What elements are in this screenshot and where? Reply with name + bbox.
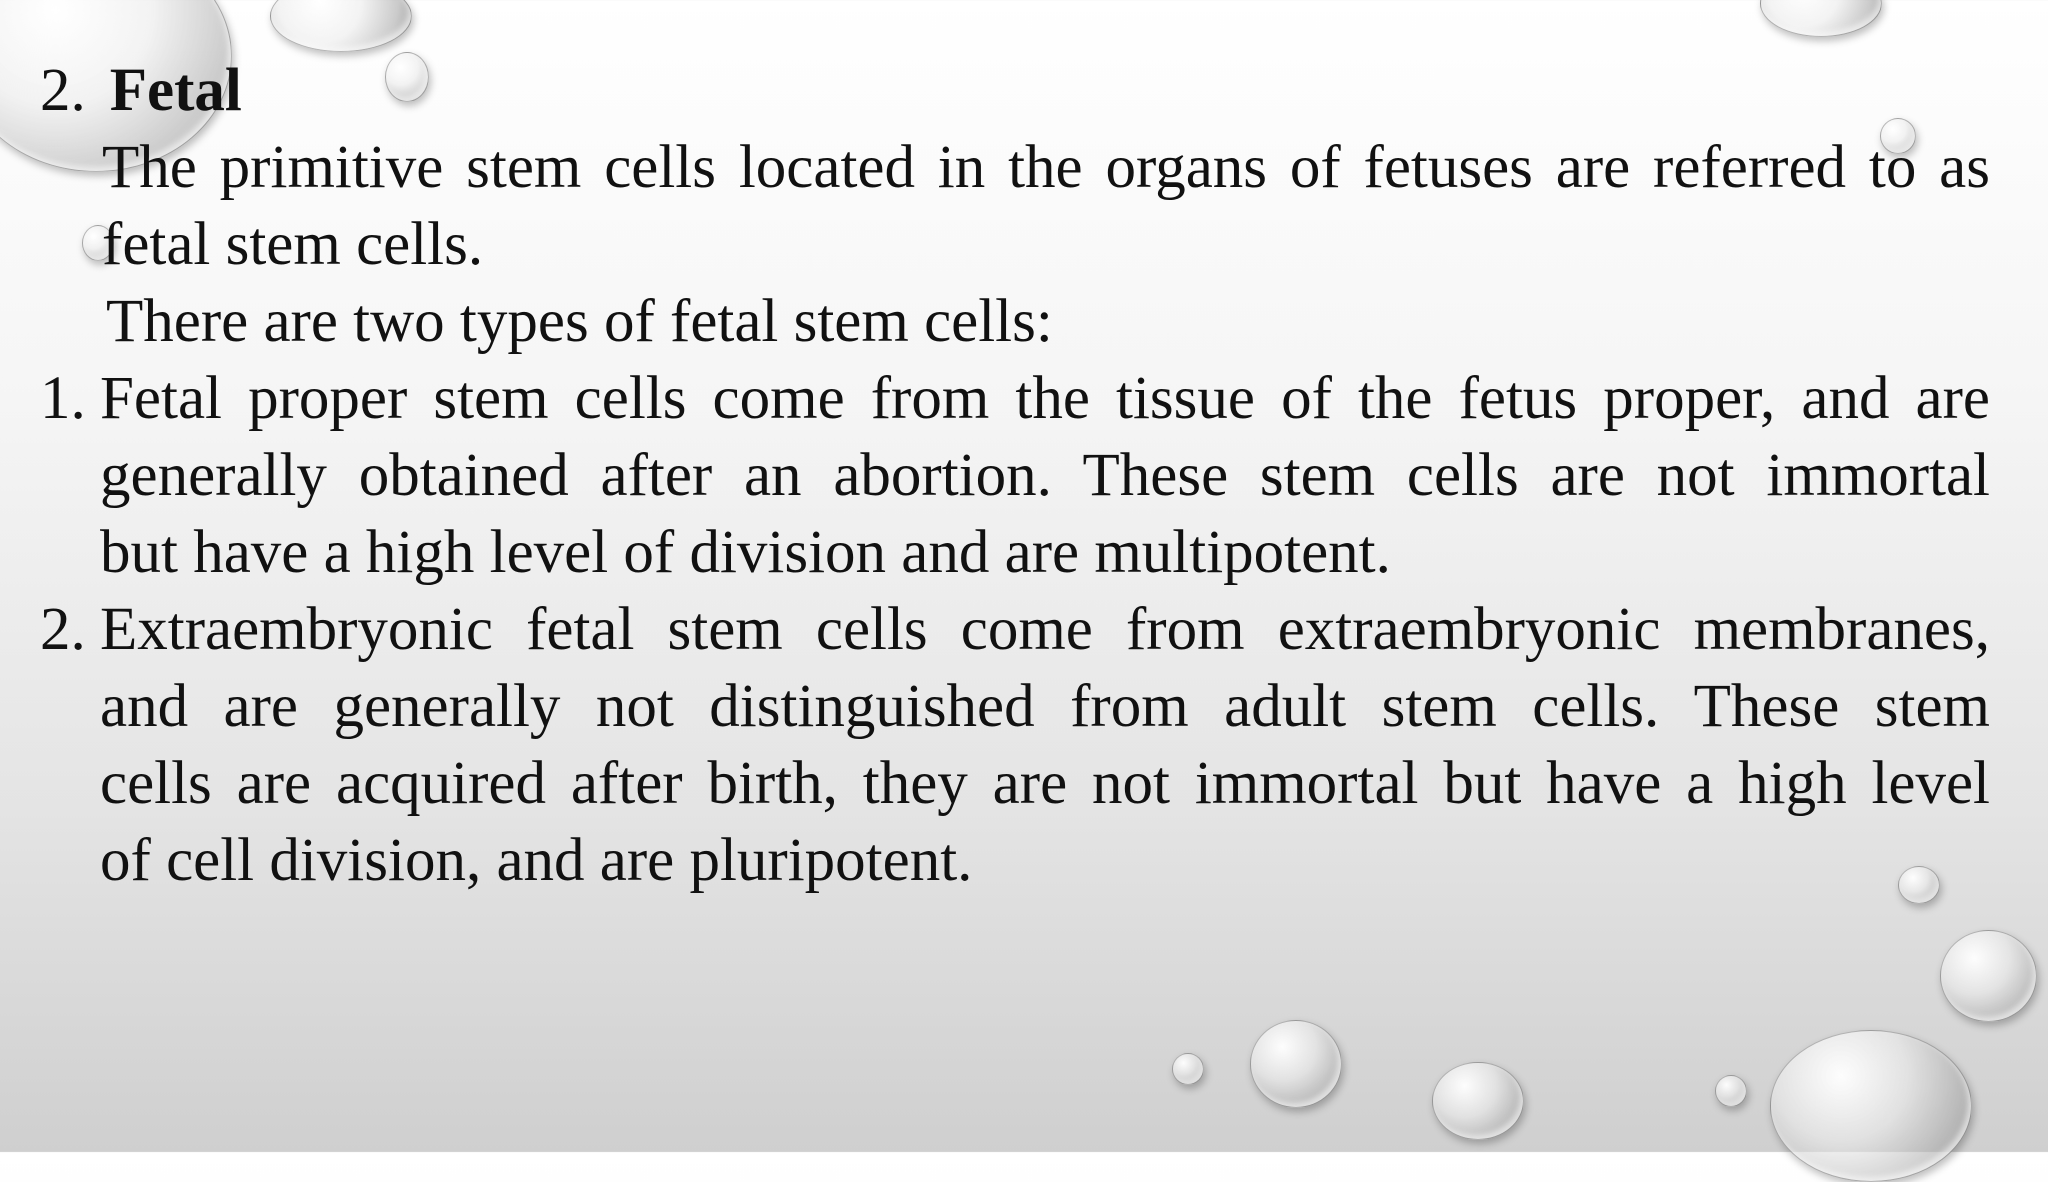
list-item	[40, 591, 1990, 899]
water-drop-icon	[1715, 1075, 1747, 1107]
section-heading	[40, 52, 1990, 129]
slide-text	[40, 52, 1990, 899]
list-item-line: generally obtained after an abortion. These stem cells are not immortal	[100, 442, 1990, 509]
water-drop-icon	[1940, 930, 2037, 1022]
section-title: Fetal	[109, 57, 242, 124]
water-drop-icon	[1250, 1020, 1342, 1108]
water-drop-icon	[1172, 1053, 1204, 1085]
list-item-body	[100, 360, 1990, 591]
intro-line: There are two types of fetal stem cells:	[106, 288, 1053, 355]
list-item-line: and are generally not distinguished from adult stem cells. These stem	[100, 673, 1990, 740]
water-drop-icon	[1760, 0, 1882, 37]
water-drop-icon	[1770, 1030, 1972, 1182]
list-item-number: 1.	[40, 365, 86, 432]
list-item-line: Fetal proper stem cells come from the tissue of the fetus proper, and are	[100, 365, 1990, 432]
list-item-line: cells are acquired after birth, they are not immortal but have a high level	[100, 750, 1990, 817]
list-item-line: of cell division, and are pluripotent.	[100, 827, 973, 894]
water-drop-icon	[270, 0, 412, 52]
list-item-line: Extraembryonic fetal stem cells come from extraembryonic membranes,	[100, 596, 1990, 663]
section-number: 2.	[40, 57, 86, 124]
water-drop-icon	[1432, 1062, 1524, 1140]
list-item-line: but have a high level of division and are multipotent.	[100, 519, 1391, 586]
list-item-body	[100, 591, 1990, 899]
list-item-number: 2.	[40, 596, 86, 663]
intro-line: fetal stem cells.	[102, 211, 484, 278]
intro-line: The primitive stem cells located in the organs of fetuses are referred to as	[102, 134, 1990, 201]
list-item	[40, 360, 1990, 591]
